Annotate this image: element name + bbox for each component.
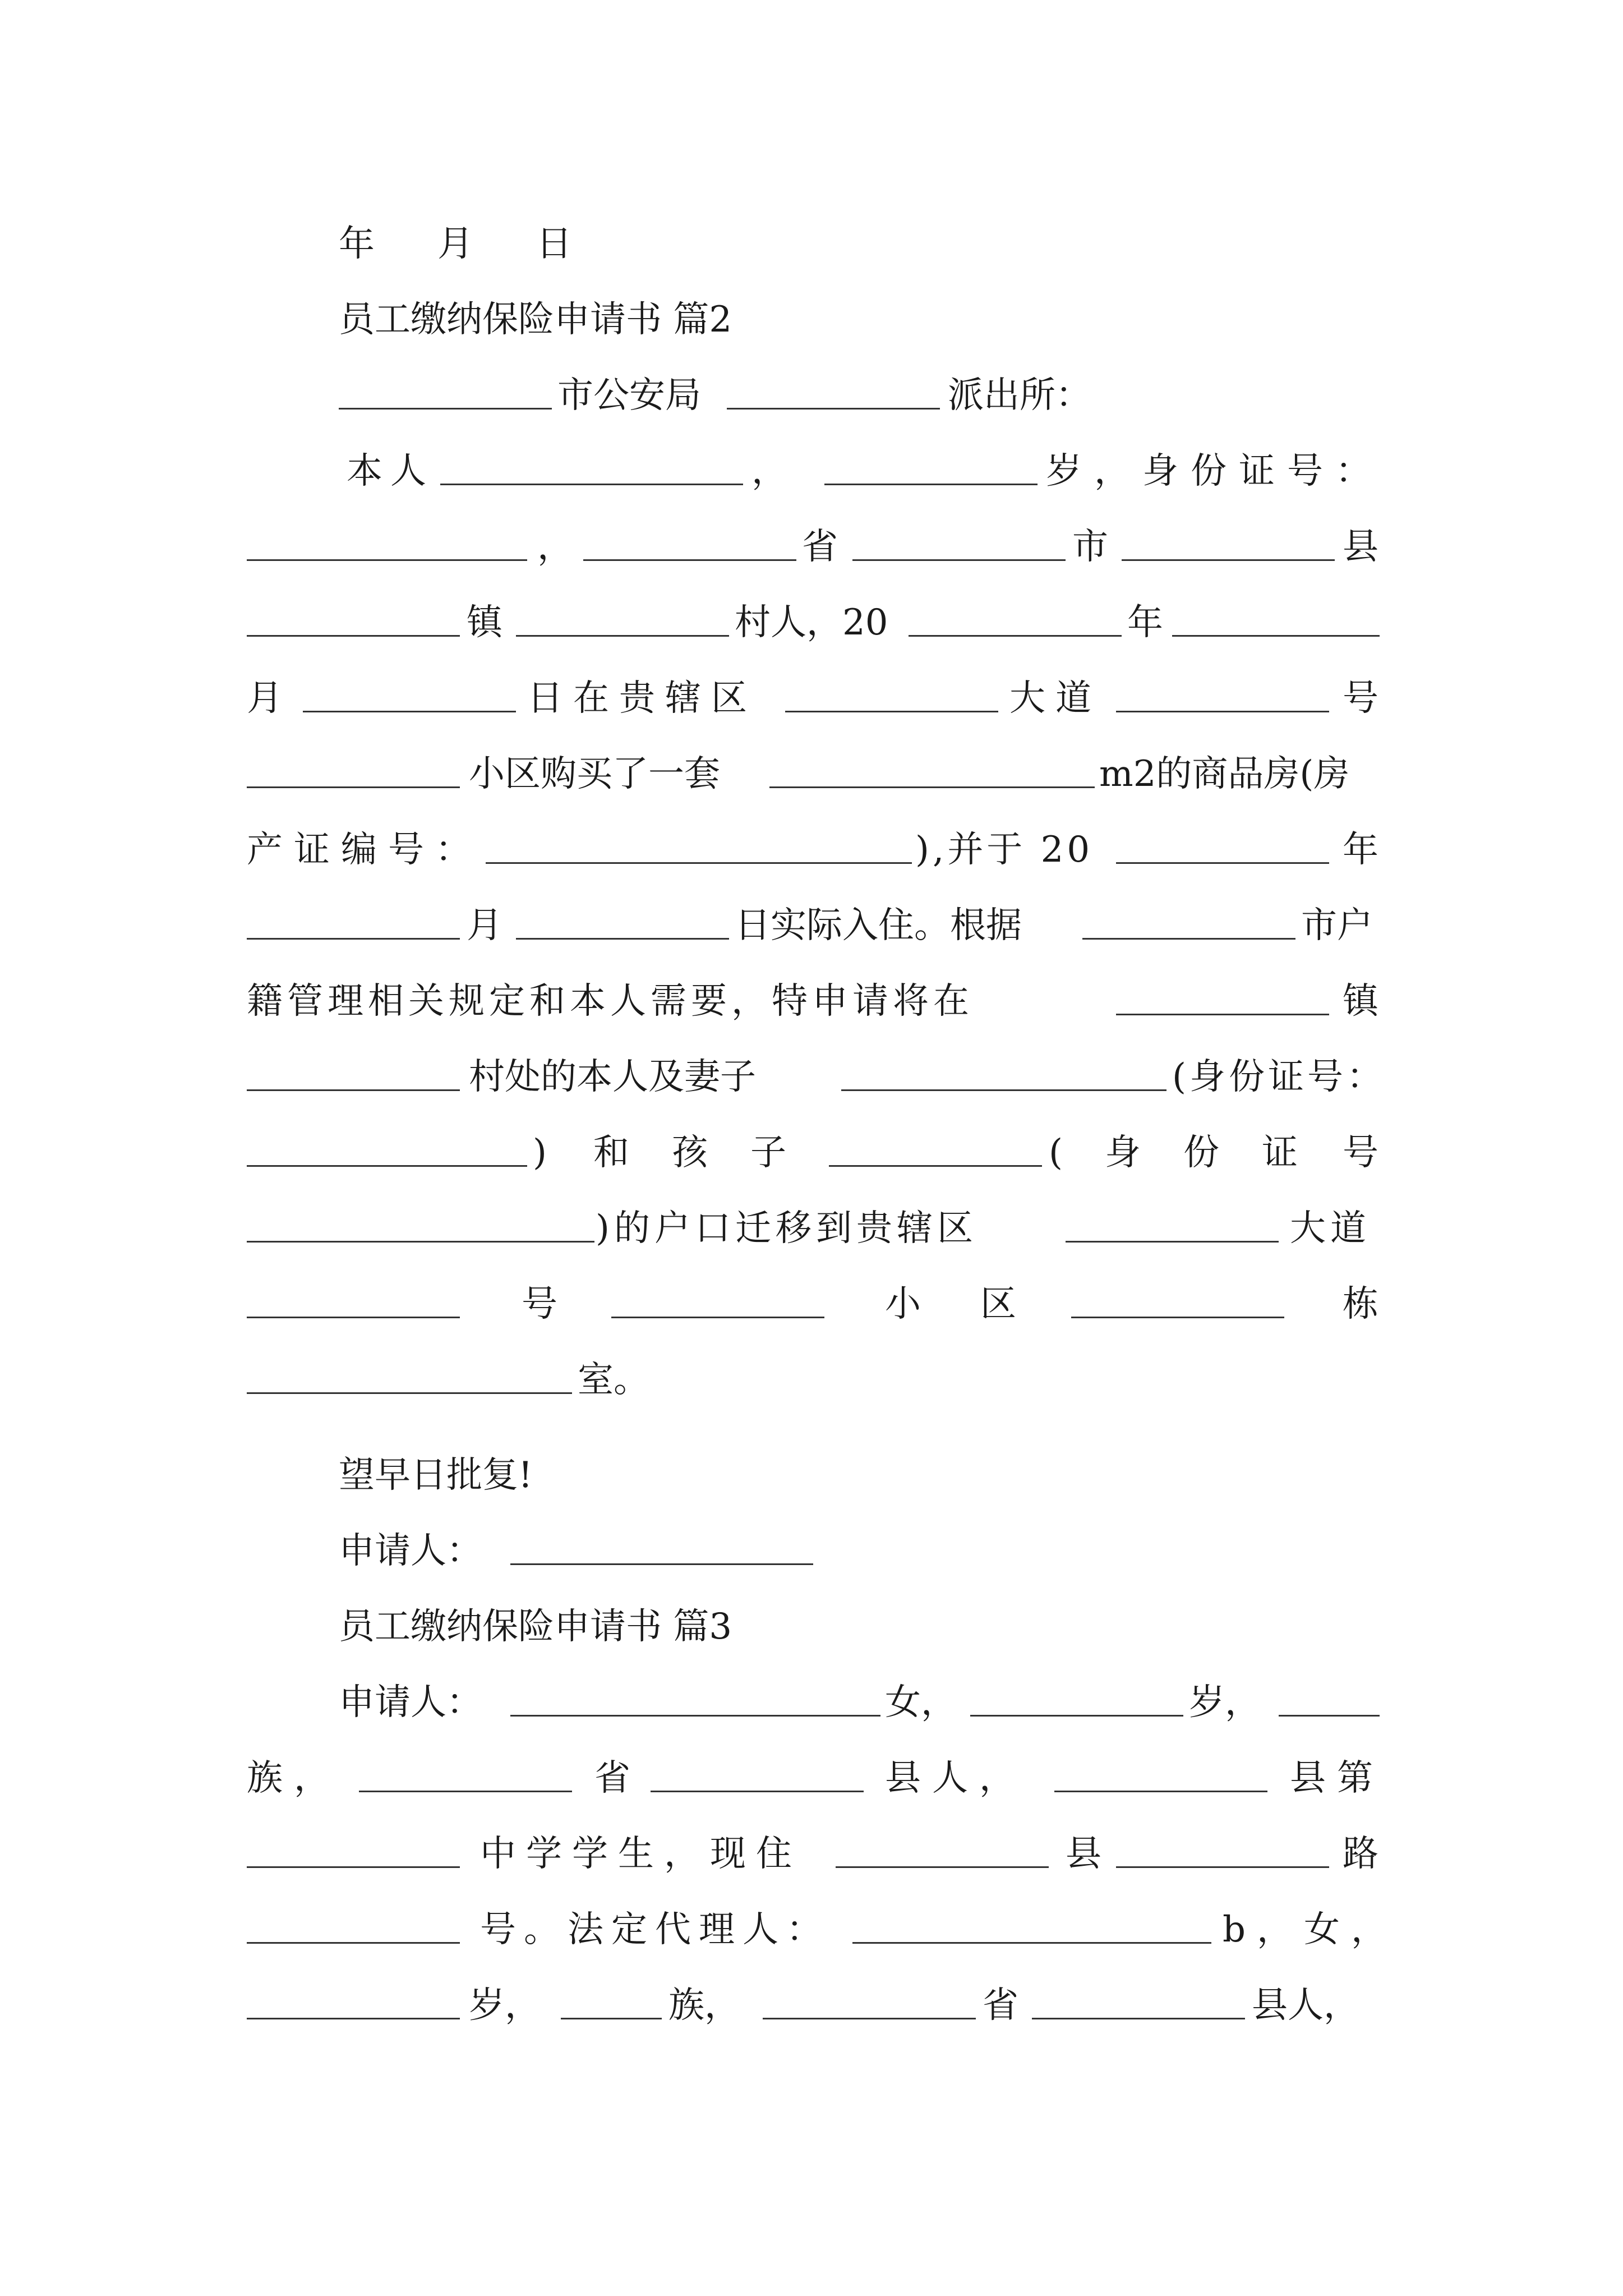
body-text: 县第 bbox=[1290, 1757, 1384, 1799]
body-line-5 bbox=[0, 740, 1623, 808]
section3-line-3 bbox=[0, 1820, 1623, 1888]
body-text: 份 bbox=[1183, 1132, 1219, 1174]
body-text: (身份证号： bbox=[1172, 1056, 1386, 1098]
body-text: 籍管理相关规定和本人需要，特申请将在 bbox=[247, 981, 974, 1022]
body-text: 县 bbox=[1066, 1833, 1101, 1875]
body-text: 号 bbox=[522, 1283, 557, 1325]
body-text: 栋 bbox=[1343, 1283, 1378, 1325]
applicant-line bbox=[0, 1517, 1623, 1585]
blank-avenue2 bbox=[1066, 1241, 1279, 1243]
blank-number bbox=[1116, 711, 1329, 712]
applicant-label: 申请人： bbox=[339, 1530, 482, 1572]
body-text: ),并于 20 bbox=[915, 829, 1094, 871]
body-line-9 bbox=[0, 1043, 1623, 1111]
body-text: 岁， bbox=[1189, 1682, 1261, 1723]
blank-city2 bbox=[852, 559, 1066, 561]
blank-guardian-name bbox=[852, 1942, 1211, 1944]
blank-spouse bbox=[841, 1089, 1166, 1091]
body-text: 和 bbox=[593, 1132, 629, 1174]
body-text: 镇 bbox=[1343, 981, 1378, 1022]
blank-town2 bbox=[1116, 1014, 1329, 1015]
blank-year2 bbox=[1116, 862, 1329, 864]
blank-community bbox=[247, 786, 460, 788]
addressee-part2: 派出所： bbox=[948, 375, 1091, 416]
blank-village2 bbox=[247, 1089, 460, 1091]
body-text: 本人 bbox=[347, 450, 434, 492]
section3-heading-text: 员工缴纳保险申请书 篇3 bbox=[339, 1606, 732, 1648]
body-text: 年 bbox=[1343, 829, 1378, 871]
body-text: 产证编号： bbox=[247, 829, 482, 871]
blank-province3 bbox=[763, 2018, 976, 2019]
blank-county bbox=[1122, 559, 1335, 561]
section3-line-2 bbox=[0, 1745, 1623, 1812]
date-line bbox=[0, 210, 1623, 278]
body-text: 月 bbox=[467, 905, 502, 946]
body-text: 路 bbox=[1343, 1833, 1378, 1875]
blank-city3 bbox=[1082, 938, 1295, 940]
body-text: m2的商品房(房 bbox=[1099, 753, 1350, 795]
section2-heading-text: 员工缴纳保险申请书 篇2 bbox=[339, 299, 732, 341]
blank-id bbox=[247, 559, 527, 561]
body-line-10 bbox=[0, 1119, 1623, 1186]
body-text: 日在贵辖区 bbox=[527, 678, 757, 719]
blank-ethnicity bbox=[1279, 1715, 1380, 1717]
date-text: 年 月 日 bbox=[339, 223, 585, 265]
body-text: 年 bbox=[1127, 602, 1163, 643]
blank-province2 bbox=[359, 1791, 572, 1792]
body-text: 中学学生，现住 bbox=[480, 1833, 802, 1875]
blank-age bbox=[824, 484, 1038, 485]
blank-child bbox=[829, 1165, 1042, 1167]
blank-village bbox=[516, 635, 729, 637]
blank-community2 bbox=[611, 1317, 824, 1318]
blank-number2 bbox=[247, 1317, 460, 1318]
blank-month bbox=[1172, 635, 1380, 637]
blank-name bbox=[440, 484, 743, 485]
body-text: 市户 bbox=[1301, 905, 1373, 946]
blank-certificate bbox=[486, 862, 912, 864]
blank-day bbox=[303, 711, 516, 712]
body-text: 号 bbox=[1343, 678, 1378, 719]
blank-building bbox=[1071, 1317, 1284, 1318]
body-text: 镇 bbox=[467, 602, 502, 643]
blank-town bbox=[247, 635, 460, 637]
blank-applicant-signature bbox=[510, 1563, 813, 1565]
body-text: 族， bbox=[247, 1757, 341, 1799]
blank-guardian-age bbox=[247, 2018, 460, 2019]
body-line-3 bbox=[0, 589, 1623, 656]
addressee-part1: 市公安局 bbox=[557, 375, 701, 416]
body-text: 省 bbox=[802, 526, 838, 568]
blank-county3 bbox=[1054, 1791, 1267, 1792]
body-text: 岁， bbox=[469, 1985, 541, 2026]
body-text: 月 bbox=[247, 678, 283, 719]
blank-guardian-ethnicity bbox=[561, 2018, 662, 2019]
body-text: ) bbox=[533, 1132, 547, 1174]
body-text: 省 bbox=[983, 1985, 1018, 2026]
body-text: 县人， bbox=[885, 1757, 1026, 1799]
body-line-6 bbox=[0, 816, 1623, 884]
blank-county5 bbox=[1032, 2018, 1245, 2019]
body-text: 大道 bbox=[1290, 1208, 1371, 1249]
blank-spouse-id bbox=[247, 1165, 527, 1167]
body-text: 省 bbox=[594, 1757, 630, 1799]
body-text: 女， bbox=[885, 1682, 957, 1723]
body-text: 区 bbox=[980, 1283, 1016, 1325]
body-text: 小区购买了一套 bbox=[469, 753, 720, 795]
blank-province bbox=[583, 559, 796, 561]
section3-heading bbox=[0, 1593, 1623, 1660]
blank-number3 bbox=[247, 1942, 460, 1944]
blank-county2 bbox=[651, 1791, 864, 1792]
section3-line-1 bbox=[0, 1669, 1623, 1736]
body-text: 县人， bbox=[1252, 1985, 1359, 2026]
section2-heading bbox=[0, 286, 1623, 353]
section3-line-5 bbox=[0, 1972, 1623, 2039]
body-line-11 bbox=[0, 1195, 1623, 1262]
body-line-8 bbox=[0, 968, 1623, 1035]
blank-room bbox=[247, 1392, 572, 1394]
body-text: 小 bbox=[885, 1283, 921, 1325]
body-text: 号。法定代理人： bbox=[480, 1909, 830, 1950]
blank-avenue bbox=[785, 711, 998, 712]
body-text: 岁，身份证号： bbox=[1046, 450, 1384, 492]
body-text: 身 bbox=[1105, 1132, 1141, 1174]
body-text: ， bbox=[751, 450, 787, 492]
request-line bbox=[0, 1442, 1623, 1509]
body-text: )的户口迁移到贵辖区 bbox=[596, 1208, 978, 1249]
body-text: ( bbox=[1049, 1132, 1063, 1174]
blank-area bbox=[769, 786, 1095, 788]
blank-county4 bbox=[836, 1866, 1049, 1868]
blank-road bbox=[1116, 1866, 1329, 1868]
body-text: 孩 bbox=[672, 1132, 708, 1174]
blank-month2 bbox=[247, 938, 460, 940]
body-text: 证 bbox=[1262, 1132, 1298, 1174]
body-line-2 bbox=[0, 513, 1623, 581]
body-line-7 bbox=[0, 892, 1623, 959]
body-text: 号 bbox=[1343, 1132, 1378, 1174]
body-line-1 bbox=[0, 438, 1623, 505]
body-text: 村人，20 bbox=[735, 602, 888, 643]
request-text: 望早日批复! bbox=[339, 1455, 533, 1496]
body-text: ， bbox=[537, 526, 573, 568]
body-text: 市 bbox=[1072, 526, 1108, 568]
body-text: 日实际入住。根据 bbox=[735, 905, 1022, 946]
blank-city bbox=[339, 408, 552, 409]
body-text: 室。 bbox=[578, 1359, 649, 1401]
body-text: 大道 bbox=[1009, 678, 1101, 719]
body-line-4 bbox=[0, 665, 1623, 732]
body-text: 申请人： bbox=[339, 1682, 482, 1723]
body-text: 子 bbox=[750, 1132, 786, 1174]
body-text: 村处的本人及妻子 bbox=[469, 1056, 756, 1098]
blank-applicant-name bbox=[510, 1715, 880, 1717]
body-text: b，女， bbox=[1223, 1909, 1398, 1950]
body-line-13 bbox=[0, 1346, 1623, 1414]
addressee-line bbox=[0, 362, 1623, 429]
blank-station bbox=[727, 408, 940, 409]
blank-year bbox=[909, 635, 1122, 637]
blank-applicant-age bbox=[970, 1715, 1183, 1717]
blank-child-id bbox=[247, 1241, 594, 1243]
blank-day2 bbox=[516, 938, 729, 940]
blank-school bbox=[247, 1866, 460, 1868]
body-text: 族， bbox=[668, 1985, 740, 2026]
section3-line-4 bbox=[0, 1896, 1623, 1963]
body-text: 县 bbox=[1343, 526, 1378, 568]
body-line-12 bbox=[0, 1271, 1623, 1338]
